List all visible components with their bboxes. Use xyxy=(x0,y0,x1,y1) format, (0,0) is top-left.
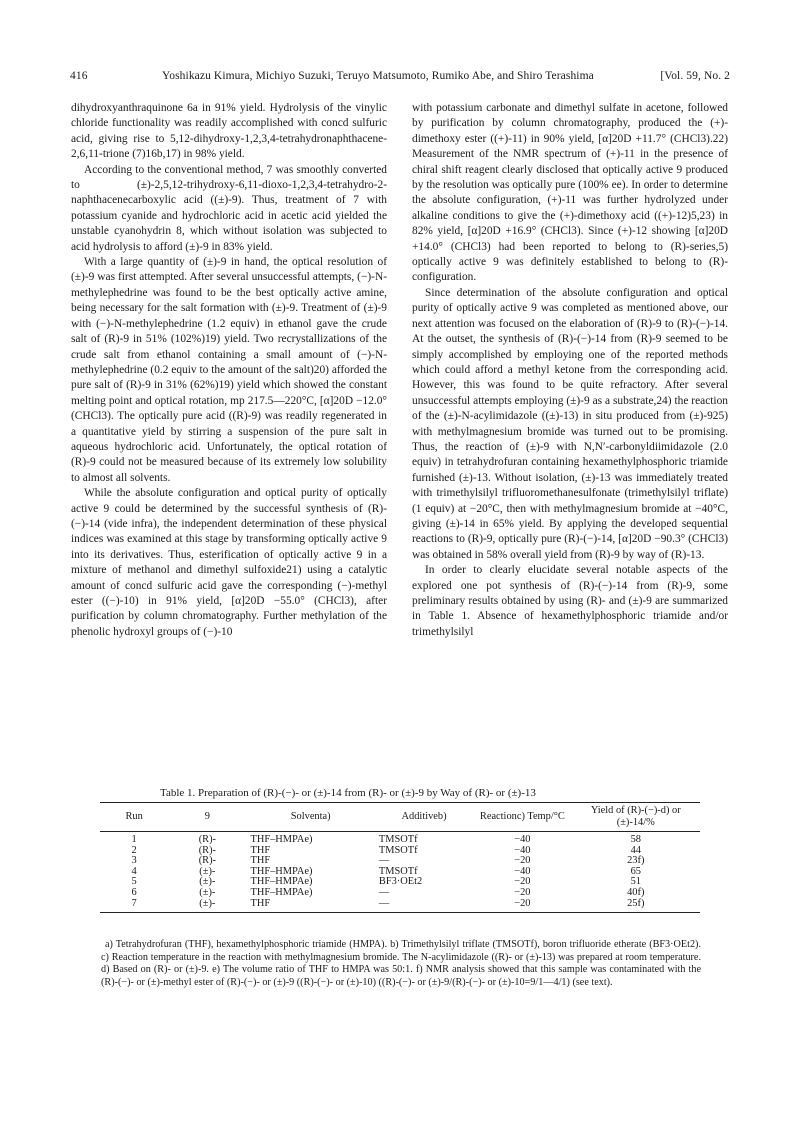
table-cell: THF xyxy=(250,844,271,856)
table-cell: 25f) xyxy=(572,899,700,913)
table-cell: — xyxy=(378,855,390,867)
right-column xyxy=(412,101,728,640)
table-cell: (R)- xyxy=(198,834,216,845)
table-cell: — xyxy=(375,899,473,913)
table-cell: 1 xyxy=(131,834,137,845)
table-cell: (±)- xyxy=(199,876,216,888)
column-header: Reactionc) Temp/°C xyxy=(473,803,571,832)
footnote-text: a) Tetrahydrofuran (THF), hexamethylphosphoric triamide (HMPA). b) Trimethylsilyl triflate (TMSOTf), boron trifluoride etherate (BF3·OEt2). c) Reaction temperature in the reaction with methylmagnesium bromide. The N-acylimidazole ((R)- or (±)-13) was prepared at room temperature. d) Based on (R)- or (±)-9. e) The volume ratio of THF to HMPA was 50:1. f) NMR analysis showed that this sample was contaminated with the (R)-(−)- or (±)-methyl ester of (R)-(−)- or (±)-9 ((R)-(−)- or (±)-10) ((R)-(−)- or (±)-9/(R)-(−)- or (±)-10=9/1—4/1) (see text). xyxy=(101,939,701,988)
running-header xyxy=(70,70,730,86)
column-header: Run xyxy=(100,803,168,832)
table-cell: 23f) xyxy=(627,855,645,867)
table-cell: BF3·OEt2 xyxy=(378,876,423,888)
page-number: 416 xyxy=(70,70,88,82)
table-cell: (±)- xyxy=(199,865,216,877)
table-cell: 5 xyxy=(131,876,137,888)
table-cell: −20 xyxy=(473,899,571,913)
table-cell: 3 xyxy=(131,855,137,867)
table-cell: −40 xyxy=(514,865,531,877)
table-cell: — xyxy=(378,886,390,898)
table-cell: THF–HMPAe) xyxy=(250,886,313,898)
table-cell: THF–HMPAe) xyxy=(250,834,313,845)
table-cell: 65 xyxy=(630,865,641,877)
table-cell: (±)- xyxy=(199,886,216,898)
table-cell: THF–HMPAe) xyxy=(250,865,313,877)
table-cell: 6 xyxy=(131,886,137,898)
column-header: Yield of (R)-(−)-d) or (±)-14/% xyxy=(572,803,700,832)
table-cell: −40 xyxy=(514,844,531,856)
table-cell: −20 xyxy=(514,855,531,867)
table-cell: TMSOTf xyxy=(378,865,418,877)
table-cell: 51 xyxy=(630,876,641,888)
table-row xyxy=(100,877,700,888)
column-header: Additiveb) xyxy=(375,803,473,832)
table-cell: 58 xyxy=(630,834,641,845)
column-header: 9 xyxy=(168,803,246,832)
table-cell: TMSOTf xyxy=(378,834,418,845)
table-row xyxy=(100,846,700,857)
author-line: Yoshikazu Kimura, Michiyo Suzuki, Teruyo Matsumoto, Rumiko Abe, and Shiro Terashima xyxy=(162,70,594,82)
table-cell: −40 xyxy=(514,834,531,845)
table-cell: 2 xyxy=(131,844,137,856)
paragraph: Since determination of the absolute configuration and optical purity of optically active 9 was completed as mentioned above, our next attention was focused on the elaboration of (R)-9 to (R)-(−)-14. At the outset, the synthesis of (R)-(−)-14 from (R)-9 seemed to be simply accomplished by employing one of the reported methods which could afford a methyl ketone from the corresponding acid. However, this was found to be quite refractory. After several unsuccessful attempts employing (±)-9 as a substrate,24) the reaction of the (±)-N-acylimidazole ((±)-13) in situ produced from (±)-925) with methylmagnesium bromide was turned out to be promising. Thus, the reaction of (±)-9 with N,N′-carbonyldiimidazole (2.0 equiv) in tetrahydrofuran containing hexamethylphosphoric triamide furnished (±)-13. Without isolation, (±)-13 was immediately treated with trimethylsilyl trifluoromethanesulfonate (trimethylsilyl triflate) (1 equiv) at −20°C, then with methylmagnesium bromide at −40°C, giving (±)-14 in 65% yield. By applying the developed sequential reactions to (R)-9, optically pure (R)-(−)-14, [α]20D −90.3° (CHCl3) was obtained in 58% overall yield from (R)-9 by way of (R)-13. xyxy=(412,286,728,561)
column-header: Solventa) xyxy=(246,803,374,832)
table-cell: 4 xyxy=(131,865,137,877)
paragraph: While the absolute configuration and optical purity of optically active 9 could be determined by the successful synthesis of (R)-(−)-14 (vide infra), the independent determination of these physical indices was examined at this stage by transforming optically active 9 into its derivatives. Thus, esterification of optically active 9 in a mixture of methanol and dimethyl sulfoxide21) using a catalytic amount of concd sulfuric acid gave the corresponding (−)-methyl ester ((−)-10) in 91% yield, [α]20D −55.0° (CHCl3), after purification by column chromatography. Further methylation of the phenolic hydroxyl groups of (−)-10 xyxy=(71,487,387,638)
paragraph: dihydroxyanthraquinone 6a in 91% yield. Hydrolysis of the vinylic chloride functionality was readily accomplished with concd sulfuric acid, giving rise to 5,12-dihydroxy-1,2,3,4-tetrahydronaphthacene-2,6,11-trione (7)16b,17) in 98% yield. xyxy=(71,102,387,161)
table-cell: 44 xyxy=(630,844,641,856)
table-caption: Table 1. Preparation of (R)-(−)- or (±)-14 from (R)- or (±)-9 by Way of (R)- or (±)-13 xyxy=(160,787,536,799)
table-cell: −20 xyxy=(514,886,531,898)
table-cell: 7 xyxy=(100,899,168,913)
table-footnotes xyxy=(101,939,701,989)
volume-info: [Vol. 59, No. 2 xyxy=(660,70,730,82)
table-cell: THF–HMPAe) xyxy=(250,876,313,888)
paragraph: According to the conventional method, 7 was smoothly converted to (±)-2,5,12-trihydroxy-6,11-dioxo-1,2,3,4-tetrahydro-2-naphthacenecarboxylic acid ((±)-9). Thus, treatment of 7 with potassium cyanide and hydrochloric acid in acetic acid yielded the unstable cyanohydrin 8, which without isolation was subjected to acid hydrolysis to afford (±)-9 in 83% yield. xyxy=(71,163,387,253)
paragraph: With a large quantity of (±)-9 in hand, the optical resolution of (±)-9 was first attempted. After several unsuccessful attempts, (−)-N-methylephedrine was found to be the best optically active amine, being necessary for the salt formation with (±)-9. Treatment of (±)-9 with (−)-N-methylephedrine (1.2 equiv) in ethanol gave the crude salt of (R)-9 in 51% (102%)19) yield. Two recrystallizations of the crude salt from ethanol containing a small amount of (−)-N-methylephedrine (0.2 equiv to the amount of the salt)20) afforded the pure salt of (R)-9 in 31% (62%)19) yield which showed the constant melting point and optical rotation, mp 217.5—220°C, [α]20D −12.0° (CHCl3). The optically pure acid ((R)-9) was readily regenerated in a quantitative yield by stirring a suspension of the pure salt in aqueous hydrochloric acid. Unfortunately, the optical rotation of (R)-9 could not be measured because of its extremely low solubility to almost all solvents. xyxy=(71,256,387,484)
table-cell: THF xyxy=(246,899,374,913)
paragraph: In order to clearly elucidate several notable aspects of the explored one pot synthesis of (R)-(−)-14 from (R)-9, some preliminary results obtained by using (R)- and (±)-9 are summarized in Table 1. Absence of hexamethylphosphoric triamide and/or trimethylsilyl xyxy=(412,564,728,638)
left-column xyxy=(71,101,387,640)
table-cell: 40f) xyxy=(627,886,645,898)
table-cell: (±)- xyxy=(168,899,246,913)
paragraph: with potassium carbonate and dimethyl sulfate in acetone, followed by purification by column chromatography, produced the (+)-dimethoxy ester ((+)-11) in 90% yield, [α]20D +11.7° (CHCl3).22) Measurement of the NMR spectrum of (+)-11 in the presence of chiral shift reagent clearly disclosed that optically active 9 produced by the resolution was optically pure (100% ee). In order to determine the absolute configuration, (+)-11 was further hydrolyzed under alkaline conditions to give the (+)-dimethoxy acid ((+)-12)5,23) in 82% yield, [α]20D +16.9° (CHCl3). Since (+)-12 showing [α]20D +14.0° (CHCl3) had been reported to belong to (R)-series,5) optically active 9 was definitely established to belong to (R)-configuration. xyxy=(412,102,728,284)
table-cell: THF xyxy=(250,855,271,867)
table-cell: (R)- xyxy=(198,855,216,867)
results-table xyxy=(100,802,700,913)
table-cell: (R)- xyxy=(198,844,216,856)
table-row xyxy=(100,888,700,899)
table-cell: −20 xyxy=(514,876,531,888)
table-row xyxy=(100,899,700,913)
table-row xyxy=(100,832,700,846)
table-cell: TMSOTf xyxy=(378,844,418,856)
table-header-row xyxy=(100,803,700,832)
